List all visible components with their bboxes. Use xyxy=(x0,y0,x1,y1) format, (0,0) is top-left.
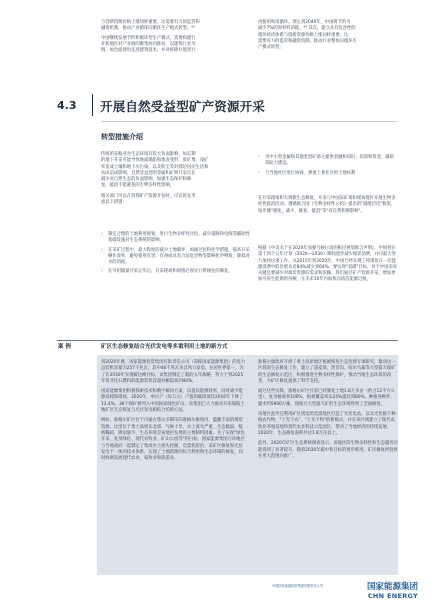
case-paragraph: 通过这些实践，准格尔矿区目前已经修复土地1.8万多亩（约合12平方公里），复垦植被率100%，植被覆盖率从25%提高到80%，种植各种乔、灌木约5900万株，使地方大型露天矿的生态环境得到了全面修复。 xyxy=(258,389,395,407)
text-line: 的地下开采可能导致地面塌陷和地表变形，废矿堆、尾矿 xyxy=(101,158,209,164)
text-line: 融资机制，推动产业循环向循环生产模式转型。⁴³ xyxy=(101,26,195,32)
footer-company-name-en: CHN ENERGY xyxy=(367,592,418,600)
section-number: 4.3 xyxy=(57,99,77,112)
case-paragraph: 例如，准格尔矿区位于内蒙古鄂尔多斯市的准格尔旗境内，蕴藏丰富的煤炭资源。这里位于黄土高原东北部，气候干旱，水土流失严重，生态脆弱，植被稀疏，降雨量少，生态环境是该地区发展的主要制约因素。为了实现"绿色开采、复垦绿化、现代农牧业、矿山公园等"的目标，国家能源集团在该地区与当地政府一起制定了集成水土流失控制、荒漠化防治、采矿区修复和光伏发电于一体的技术体系，实现了土地资源的综合利用和生态环境的修复，同时协调发展现代农业、畜牧业和旅游业。 xyxy=(101,418,245,462)
text-line: 例，如全面使用先进建筑技术，并对拆除垃圾进行 xyxy=(101,48,196,54)
subheading: 转型措施介绍 xyxy=(101,133,143,141)
text-line: 农田造成影响。自然受益型的金属和矿物开采旨在 xyxy=(101,170,196,176)
right-paragraph-1: 在开采现场和大规模生态修复，开采与中国采矿场和现场地区开展生物多样性抵消活动，遵循联合国《生物多样性公约》提出的"减缓层次"框架，按步骤"避免、减少、修复、抵消"等"对自然积极影响"。 xyxy=(258,196,396,214)
list-item: – 在采矿过程中，最大程度的减少土地破坏，如通过抗粉化学措施，提高开采操作效率，避免使用有害、有毒或具有合法危害物等影响化学物质，降低对水的消耗。 xyxy=(101,248,251,267)
footer-company-name-cn: 国家能源集团 xyxy=(366,582,418,592)
text-line: 需要有力的监管和融资机制，推动行业整体向循环生 xyxy=(258,38,357,44)
text-line: 循环经济体系与创新资源价格上涨同样重要，这 xyxy=(258,32,349,38)
text-line: 再使用和再循环。那么到2040年，中国将节约可 xyxy=(258,20,351,25)
text-line: 库造成土壤和地下水污染，以及粉尘等对周边居民生活和 xyxy=(101,164,209,170)
case-title: 矿区生态修复结合光伏发电等多重利用土地的新方式 xyxy=(101,344,228,350)
text-line: 相关部门可以在管理矿产资源开发时，可以优先考 xyxy=(101,193,196,199)
case-paragraph: 准格尔旗政府开展了黄土高原地区植被恢复生态治理专项研究，推动这一区域的生态修复工作，建立了康家梁、黑岱沟、哈尔乌素等大型露天煤矿的生态修复示范区，积极推进生物多样性保护，推动当地生态环境的改善，为矿区修复提供了科学支持。 xyxy=(258,360,396,384)
list-item: – 与当地社区进行协商，尊重土著社区的土地权利 xyxy=(258,171,398,177)
right-bullet-list xyxy=(258,155,398,180)
section-divider xyxy=(92,94,93,116)
case-paragraph: 此外，2020年矿区生态系统调查显示，该地区的生物多样性和生态服务功能得到了显著提升。随着2030年碳中和目标的逐步推进，矿区修复经验将在更大范围内推广。 xyxy=(258,441,398,459)
case-left-column xyxy=(101,360,247,466)
chn-energy-logo xyxy=(272,577,420,607)
text-line: 业和地区对产业链的聚集协同推动，以建筑行业为 xyxy=(101,41,196,47)
right-paragraph-2: 根据《中美关于在2020年加强气候行动的相应规划联合声明》，中国将在第十四个五年计划（2026—2030）期间逐步减少煤炭消费，并尽最大努力加快这项工作。从2015年到2020年，中国已经实现了将煤炭在一次能源消费中的比重从近84%减少到64%。要实现"双碳"目标，对于中国来说关键是要减少对煤炭资源的需求和依赖。我们通过矿产资源开采，增加更加可再生能源的份额，在未来10年内加快向清洁能源过渡。 xyxy=(258,246,398,283)
list-item: – 为中小型金属和其他类型矿场主提供金融和知识、培训和资金、辅助其助力建设。 xyxy=(258,155,398,168)
section-underline xyxy=(101,121,398,122)
text-line: 产模式转型。 xyxy=(258,45,284,51)
text-line: 减少对自然生态的负面影响，加强生态保护和修 xyxy=(101,177,192,183)
intro-paragraph xyxy=(101,152,251,206)
list-item: – 在可用储量开采完毕后，开采现场和周围必须实行系统化的修复。 xyxy=(101,269,251,275)
case-divider xyxy=(57,340,398,341)
footer-small-text: 中国国家能源投资集团有限责任公司 xyxy=(272,584,323,588)
case-paragraph: 该地区此外还利用矿区周边的荒漠地区打造了光伏电站，以及光伏板下种植农作物、"上光下农"、"上光下牧"的新模式，并在该区域建立了现代农牧业养殖基地和现代农业科技示范园区，带动了当地经济的持续发展。2020年，生态修复面积共达1.8万亩以上。 xyxy=(258,412,396,436)
case-right-column xyxy=(258,360,398,464)
case-paragraph: 国家能源集团积极探索技术和数字解决方案，以提高能源效率，同时减少能源消耗和排放。2020年，单位产（每万元）产值的碳排放比2016年下降了13.4%，36个煤矿被列入中国国家绿色矿山。该集团已大力推动开采塌陷土地矿区生态恢复与光伏发电相结合的新方法。 xyxy=(101,389,245,414)
section-title: 开展自然受益型矿产资源开采 xyxy=(100,99,266,114)
top-left-text xyxy=(101,20,251,54)
text-line: 与创新资源价格上涨同样重要。这需要有力的监管和 xyxy=(101,20,200,25)
case-label: 案 例 xyxy=(58,344,71,350)
left-bullet-list xyxy=(101,232,251,279)
case-paragraph: 到2020年底，国家能源投资集团有限责任公司（简称国家能源集团）的电力总装机容量为257千兆瓦，其中46千兆瓦来自风力发电，位居世界第一。为了在2030年实现碳达峰目标，该集团制定了新的五年战略，努力于到2025年将非化石燃料的能源装机容量份额提高到40%。 xyxy=(101,360,246,384)
text-line: 复，抵消不能避免的生物多样性影响。 xyxy=(101,183,175,189)
text-line: 传统的采掘业对生态环境有较大负面影响，如长期 xyxy=(101,152,196,157)
list-item: – 制定合理的土地利用规划，进行生物多样性评估，减少道路和电线等辅助性基础设施对生态系统的影响。 xyxy=(101,232,251,245)
text-line: 虑以下措施： xyxy=(101,200,127,206)
text-line: 减少7%的原材料消耗。⁴⁴ 其次，建立具有包容性的 xyxy=(258,26,356,32)
top-right-text xyxy=(258,20,398,51)
text-line: 中国继续发展节约和循环型生产模式，需要构建行 xyxy=(101,35,196,41)
